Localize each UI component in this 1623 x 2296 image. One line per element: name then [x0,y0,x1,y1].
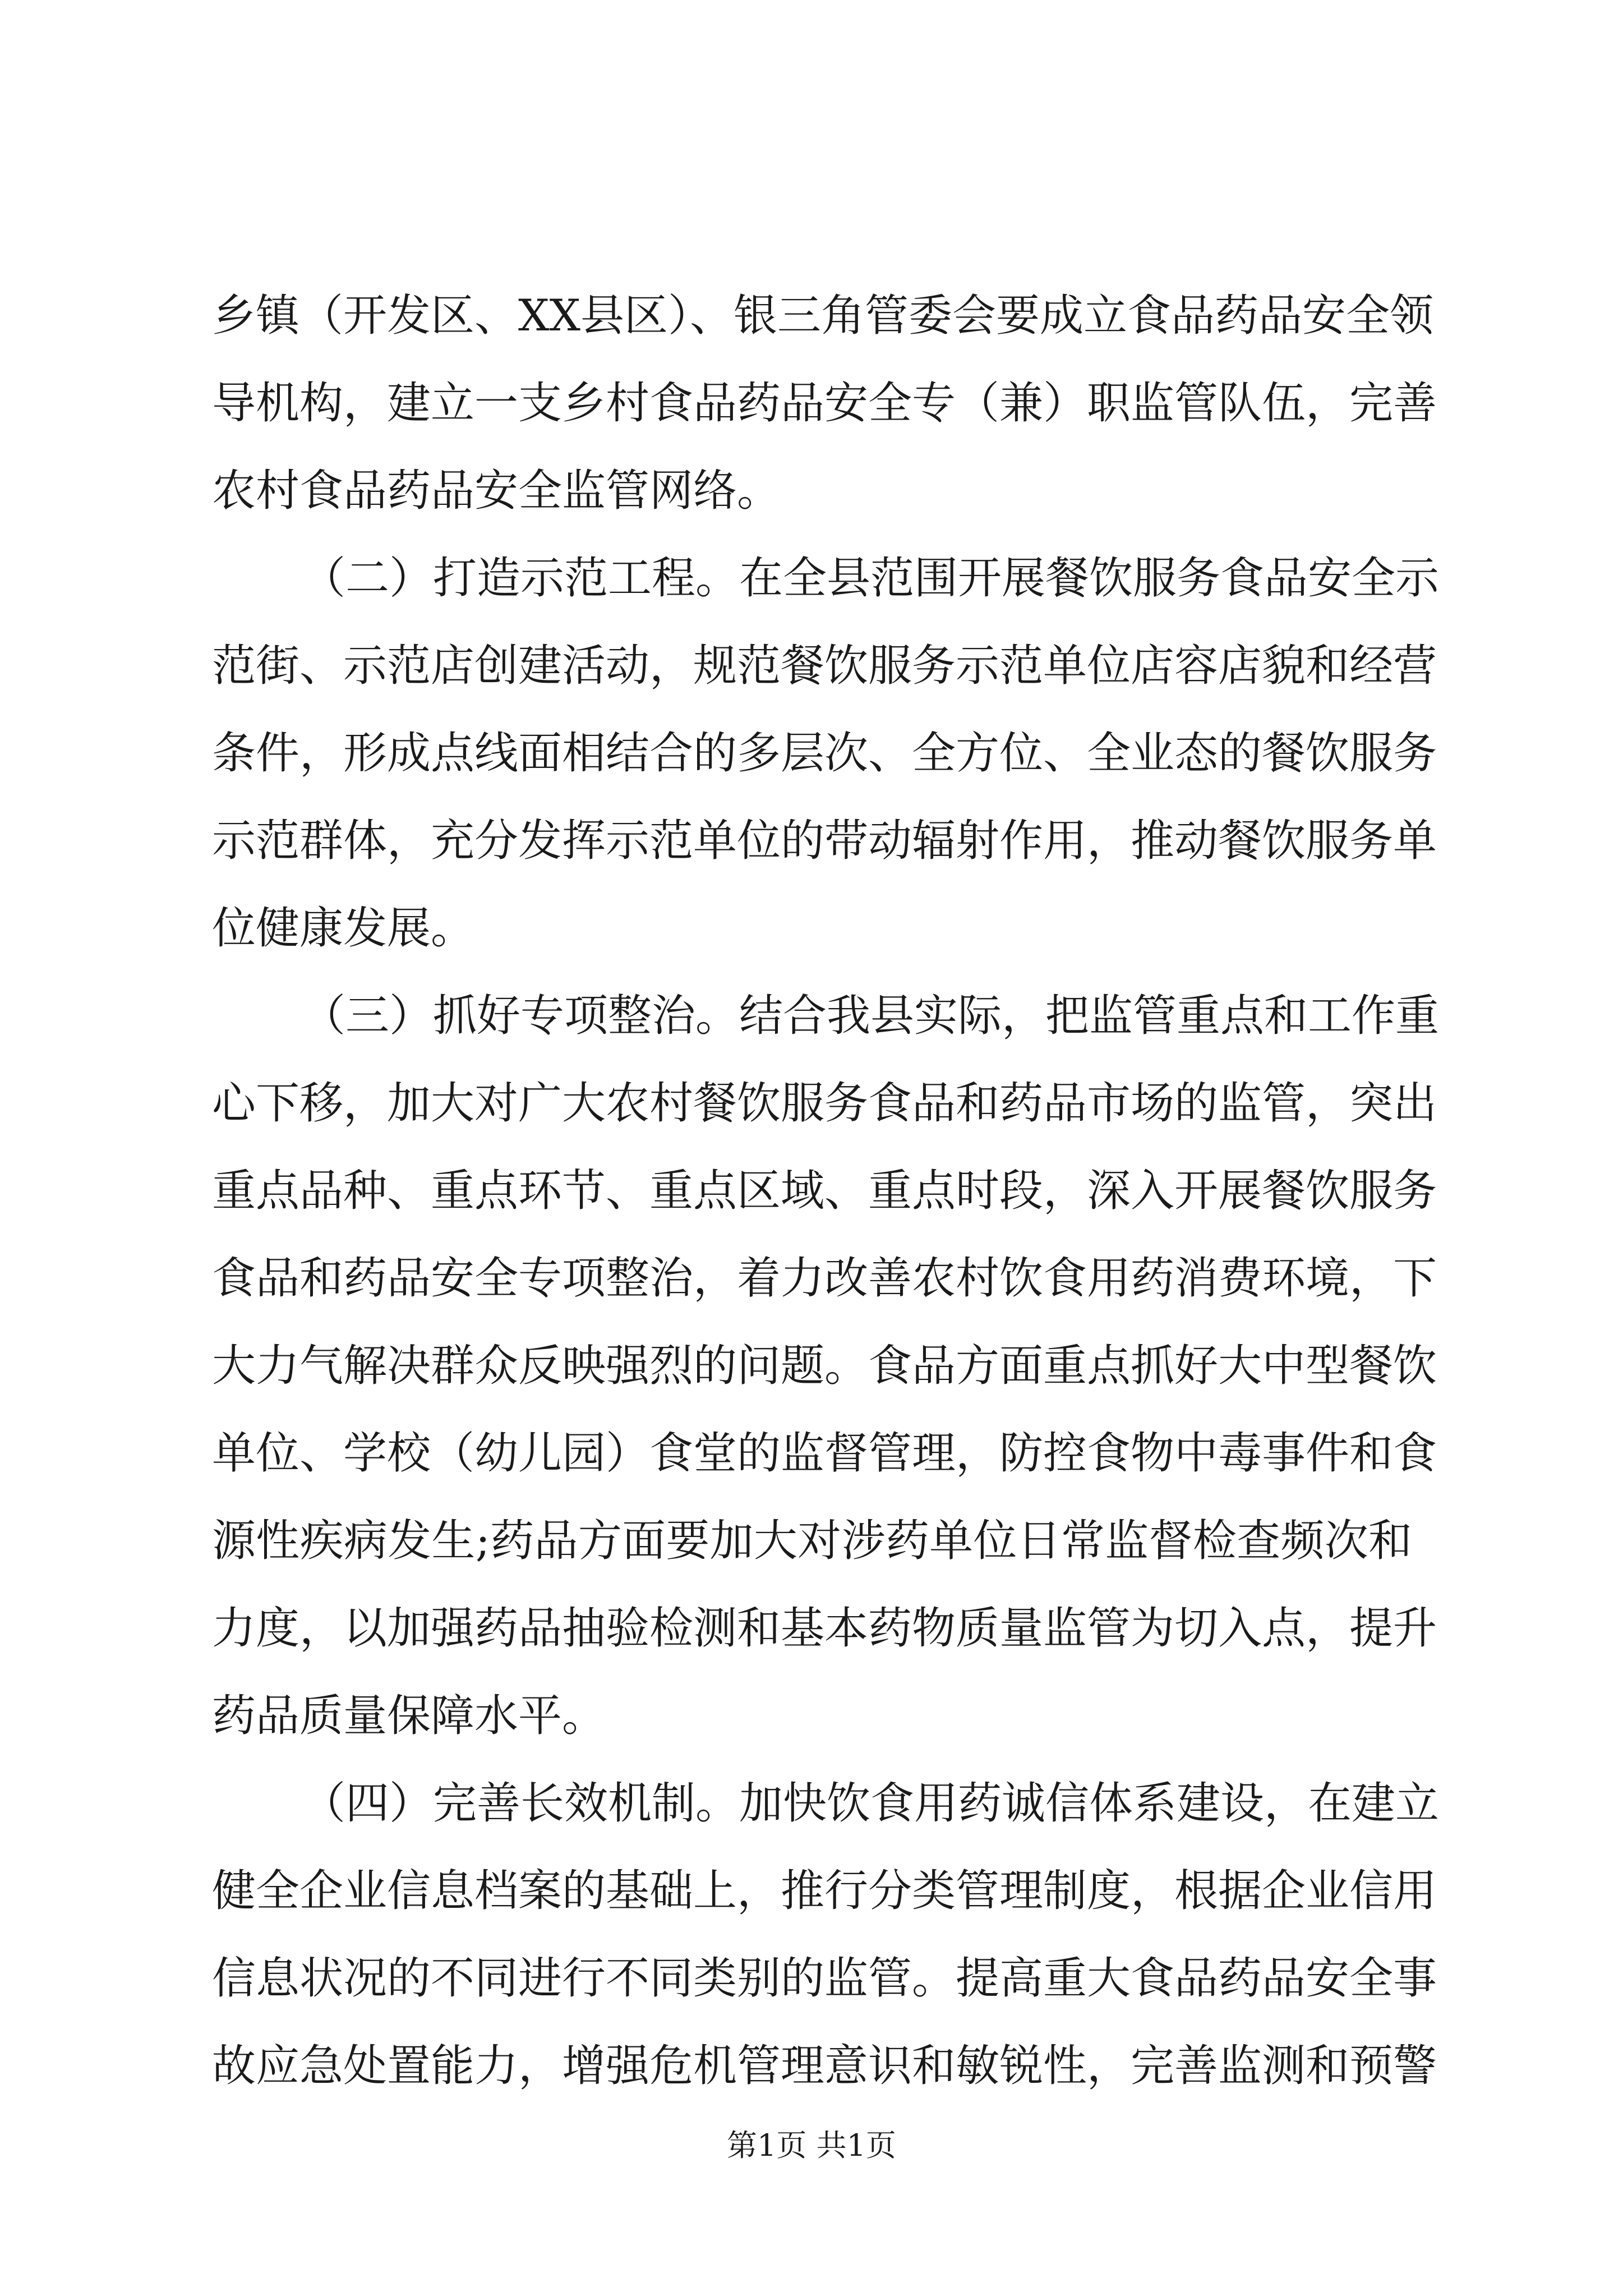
text-line: 示范群体，充分发挥示范单位的带动辐射作用，推动餐饮服务单 [212,816,1437,866]
text-line: 导机构，建立一支乡村食品药品安全专（兼）职监管队伍，完善 [212,378,1437,429]
text-line: 心下移，加大对广大农村餐饮服务食品和药品市场的监管，突出 [212,1078,1437,1129]
paragraph-heading-line: （四）完善长效机制。加快饮食用药诚信体系建设，在建立 [302,1778,1440,1829]
text-line: 范街、示范店创建活动，规范餐饮服务示范单位店容店貌和经营 [212,641,1437,691]
text-line: 信息状况的不同进行不同类别的监管。提高重大食品药品安全事 [212,1953,1437,2004]
text-line: 单位、学校（幼儿园）食堂的监督管理，防控食物中毒事件和食 [212,1428,1437,1479]
text-line: 力度，以加强药品抽验检测和基本药物质量监管为切入点，提升 [212,1603,1437,1654]
page-number: 第1页 共1页 [727,2128,896,2163]
text-line: 农村食品药品安全监管网络。 [212,466,781,516]
text-line: 健全企业信息档案的基础上，推行分类管理制度，根据企业信用 [212,1866,1437,1916]
paragraph-heading-line: （二）打造示范工程。在全县范围开展餐饮服务食品安全示 [302,553,1440,604]
text-line: 故应急处置能力，增强危机管理意识和敏锐性，完善监测和预警 [212,2041,1437,2091]
page-footer [0,2126,1623,2165]
text-line: 大力气解决群众反映强烈的问题。食品方面重点抓好大中型餐饮 [212,1341,1437,1391]
paragraph-heading-line: （三）抓好专项整治。结合我县实际，把监管重点和工作重 [302,991,1440,1041]
text-line: 药品质量保障水平。 [212,1691,606,1741]
text-line: 食品和药品安全专项整治，着力改善农村饮食用药消费环境，下 [212,1253,1437,1304]
text-line: 条件，形成点线面相结合的多层次、全方位、全业态的餐饮服务 [212,728,1437,779]
text-line: 重点品种、重点环节、重点区域、重点时段，深入开展餐饮服务 [212,1166,1437,1216]
text-line: 源性疾病发生;药品方面要加大对涉药单位日常监督检查频次和 [212,1516,1412,1566]
text-line: 乡镇（开发区、XX县区）、银三角管委会要成立食品药品安全领 [212,291,1434,341]
text-line: 位健康发展。 [212,903,475,954]
document-body [212,272,1440,2110]
